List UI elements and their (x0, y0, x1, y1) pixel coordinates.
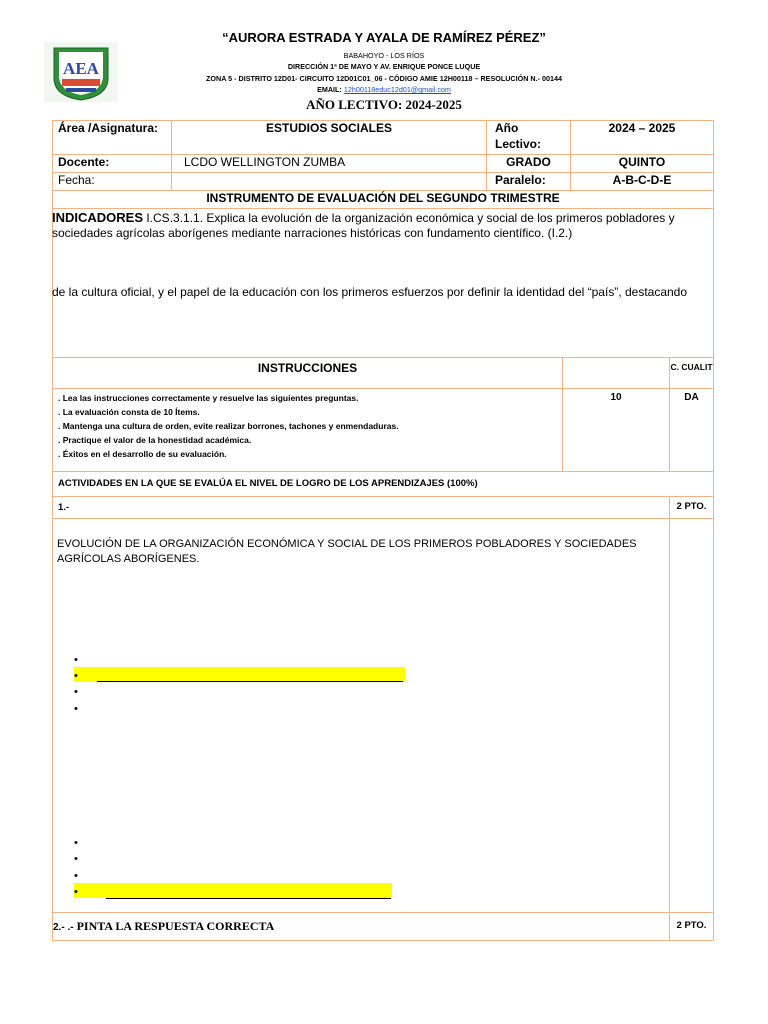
cualit-header: C. CUALIT (670, 362, 713, 372)
q1-bullet: • (74, 654, 78, 666)
answer-line[interactable] (106, 898, 391, 899)
q1-bullet: • (74, 837, 78, 849)
q1-points: 2 PTO. (676, 501, 707, 512)
answer-highlight (74, 667, 405, 682)
school-city: BABAHOYO - LOS RÍOS (343, 51, 425, 60)
indicators-text-2: de la cultura oficial, y el papel de la educación con los primeros esfuerzos por definir la identidad del “país”, destacando (52, 285, 688, 299)
email-link[interactable]: 12h00118educ12d01@gmail.com (343, 85, 451, 94)
q1-bullet: • (74, 886, 78, 898)
instrument-title: INSTRUMENTO DE EVALUACIÓN DEL SEGUNDO TRIMESTRE (206, 191, 560, 205)
school-year: AÑO LECTIVO: 2024-2025 (306, 97, 462, 112)
instructions-header: INSTRUCCIONES (257, 361, 358, 375)
teacher-value: LCDO WELLINGTON ZUMBA (184, 155, 346, 169)
q1-bullet: • (74, 853, 78, 865)
q1-number: 1.- (58, 502, 70, 513)
cualit-value: DA (684, 392, 699, 403)
email-label: EMAIL: (317, 85, 342, 94)
year-label-1: Año (495, 121, 519, 135)
area-label: Área /Asignatura: (58, 121, 159, 135)
answer-highlight (74, 883, 392, 898)
indicators-label: INDICADORES (52, 210, 144, 225)
area-value: ESTUDIOS SOCIALES (265, 121, 393, 135)
school-logo (44, 42, 118, 102)
grade-value: QUINTO (618, 155, 666, 169)
date-label: Fecha: (58, 173, 95, 187)
indicators-text (52, 210, 712, 241)
school-email-line (150, 85, 618, 94)
q1-bullet: • (74, 686, 78, 698)
indicators-description: I.CS.3.1.1. Explica la evolución de la organización económica y social de los primeros pobladores y sociedades agrícolas aborígenes mediante narraciones históricas con fundamento científico. (I.2.) (52, 211, 675, 240)
q2-prefix: 2.- .- (53, 922, 74, 933)
q1-number-cell (52, 496, 670, 519)
activities-header: ACTIVIDADES EN LA QUE SE EVALÚA EL NIVEL DE LOGRO DE LOS APRENDIZAJES (100%) (58, 478, 478, 489)
instruction-item: . La evaluación consta de 10 Ítems. (58, 407, 200, 417)
school-address: DIRECCIÓN 1ª DE MAYO Y AV. ENRIQUE PONCE LUQUE (287, 62, 481, 71)
q1-bullet: • (74, 870, 78, 882)
section-value: A-B-C-D-E (612, 173, 672, 187)
instructions-list (58, 391, 558, 461)
school-name: “AURORA ESTRADA Y AYALA DE RAMÍREZ PÉREZ” (222, 30, 546, 45)
instruction-item: . Lea las instrucciones correctamente y resuelve las siguientes preguntas. (58, 393, 359, 403)
q2-title (53, 919, 274, 934)
grade-label: GRADO (506, 155, 551, 169)
date-value-cell[interactable] (171, 172, 487, 191)
logo-lettering: AEA (63, 59, 99, 78)
q1-bullet: • (74, 703, 78, 715)
score-value: 10 (610, 392, 622, 403)
q1-body-cell (52, 518, 670, 913)
year-label-2: Lectivo: (495, 137, 542, 151)
q1-bullet: • (74, 670, 78, 682)
q1-text: EVOLUCIÓN DE LA ORGANIZACIÓN ECONÓMICA Y SOCIAL DE LOS PRIMEROS POBLADORES Y SOCIEDADES AGRÍCOLAS ABORÍGENES. (57, 538, 637, 565)
q2-points: 2 PTO. (676, 920, 707, 931)
instruction-item: . Mantenga una cultura de orden, evite realizar borrones, tachones y enmendaduras. (58, 421, 399, 431)
q2-title-text: PINTA LA RESPUESTA CORRECTA (73, 919, 275, 933)
instruction-item: . Practique el valor de la honestidad académica. (58, 435, 252, 445)
year-value: 2024 – 2025 (608, 121, 676, 135)
school-zone-info: ZONA 5 - DISTRITO 12D01- CIRCUITO 12D01C01_06 - CÓDIGO AMIE 12H00118 – RESOLUCIÓN N.- 00144 (206, 74, 562, 83)
q1-body-points-cell (669, 518, 714, 913)
instruction-item: . Éxitos en el desarrollo de su evaluación. (58, 449, 227, 459)
section-label: Paralelo: (495, 173, 546, 187)
score-header-cell (562, 357, 670, 389)
answer-line[interactable] (97, 681, 403, 682)
teacher-label: Docente: (58, 155, 110, 169)
